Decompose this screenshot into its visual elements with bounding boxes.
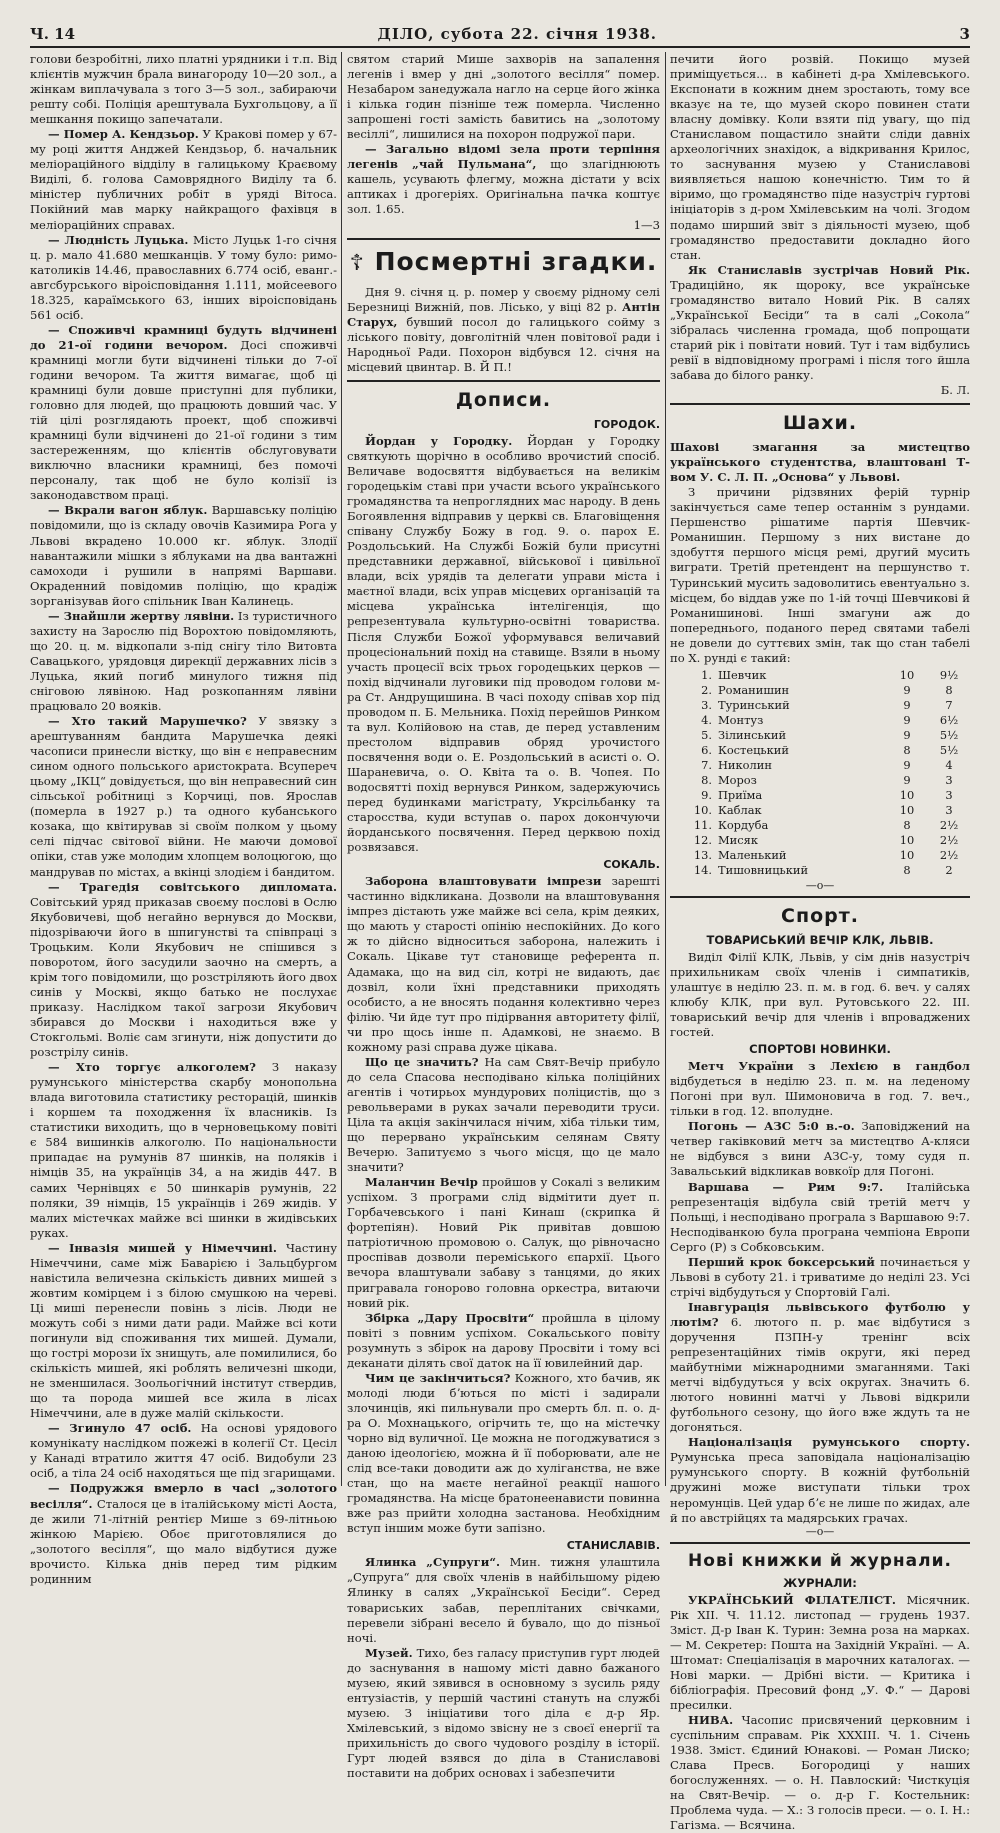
dopysy-heading: Дописи.	[455, 388, 552, 411]
chess-player-name: Шевчик	[718, 667, 767, 682]
news-item	[30, 1241, 337, 1422]
chess-points: 5½	[939, 727, 959, 742]
column-divider	[341, 52, 342, 1486]
chess-row	[670, 848, 970, 863]
chess-games: 9	[903, 682, 911, 697]
chess-player-name: Маленький	[718, 847, 787, 862]
chess-games: 9	[903, 727, 911, 742]
chess-row	[670, 728, 970, 743]
news-item	[30, 1481, 337, 1586]
chess-row	[670, 863, 970, 878]
chess-player-name: Тишовницький	[718, 862, 809, 877]
news-body: Частину Німеччини, саме між Баварією і Зальцбургом навістила величезна скількість дивних мишей з жовтим комірцем і з білою смушкою на череві. Ці миші перенесли повінь з лісів. Люди не можуть собі з ними дати ради. Майже всі коти погинули від споживання тих мишей. Думали, що гострі морози їх знищуть, але помилилися, бо скількість мишей, які роблять величезні шкоди, не зменшилася. Зоольогічний інститут ствердив, що та порода мишей все жила в лісах Німеччини, але в дуже малій скількости.	[30, 1240, 338, 1421]
article-text: голови безробітні, лихо платні урядники і т.п. Від клієнтів мужчин брала винагороду 10—20 зол., а жінкам виплачувала з того 3—5 зол., забираючи решту собі. Поліція арештувала Бухгольцову, а її мешкання покищо запечатали.	[30, 52, 337, 127]
chess-games: 9	[903, 697, 911, 712]
ad-reference: 1—3	[633, 217, 660, 232]
chess-standings-table	[670, 668, 970, 878]
chess-rank: 10.	[693, 802, 712, 817]
sport-news: Варшава — Рим 9:7. Італійська репрезентація відбула свій третій метч у Польщі, і несподівано програла з Варшавою 9:7. Несподіванкою була програна чемпіона Европи Серго (Р) з Собковським.	[670, 1179, 971, 1254]
ad-body: що злагіднюють кашель, усувають флегму, можна дістати у всіх аптиках і дрогеріях. Оригінальна пачка коштує зол. 1.65.	[347, 157, 660, 217]
report: Що це значить? На сам Свят-Вечір прибуло до села Спасова несподівано кілька поліційних агентів і чотирьох мундурових поліцистів, що з револьверами в руках зачали переводити труси. Ціла та акція закінчилася нічим, хіба тільки тим, що перервано українським селянам Святу Вечерю. Запитуємо з чього місця, що це мало значити?	[347, 1054, 660, 1175]
chess-points: 9½	[939, 667, 959, 682]
journal-entry: НИВА. Часопис присвячений церковним і суспільним справам. Рік ХХХІІІ. Ч. 1. Січень 1938. Зміст. Єдиний Юнакові. — Роман Лиско; Слава Пресв. Богородиці у наших богослуженнях. — о. Н. Павлоский: Чисткуція на Свят-Вечір. — о. д-р Г. Костельник: Проблема чуда. — Х.: З голосів преси. — о. І. Н.: Гагізма. — Всячина.	[670, 1713, 970, 1833]
chess-points: 3	[945, 802, 953, 817]
news-body: Сталося це в італійському місті Аоста, де жили 71-літній рентієр Мише з 69-літньою жінкою Марією. Обоє приготовлялися до „золотого весілля“, що мало відбутися дуже врочисто. Кілька днів перед тим рідким родинним	[30, 1496, 338, 1586]
chess-points: 8	[945, 682, 953, 697]
report: Музей. Тихо, без галасу приступив гурт людей до заснування в нашому місті давно бажаного музею, який зявився в основному з зусиль ряду ентузіастів, у першій частині стануть на службі музею. З ініціативи того діла є д-р Яр. Хмілевський, з відомо звісну не з своєї енергії та прихильність до свого чудового розділу в історії. Гурт людей взявся до діла в Станиславові поставити на добрих основах і забезпечити	[347, 1645, 660, 1781]
chess-rank: 14.	[693, 862, 712, 877]
chess-rank: 1.	[701, 667, 712, 682]
news-item	[30, 503, 337, 608]
journal-entry: УКРАЇНСЬКИЙ ФІЛАТЕЛІСТ. Місячник. Рік ХІІ. Ч. 11.12. листопад — грудень 1937. Зміст. Д-р Іван К. Турин: Земна роза на марках. — М. Секретер: Пошта на Західній Україні. — А. Штомат: Спеціалізація в марочних каталогах. — Нові марки. — Дрібні вісти. — Критика і бібліографія. Пресовий фонд „У. Ф.“ — Дарові пресилки.	[670, 1592, 970, 1712]
news-headline: — Хто торгує алкоголем?	[48, 1060, 256, 1075]
news-headline: — Помер А. Кендзьор.	[48, 127, 199, 142]
chess-points: 4	[945, 757, 953, 772]
chess-points: 7	[945, 697, 953, 712]
chess-row	[670, 833, 970, 848]
chess-player-name: Костецький	[718, 742, 789, 757]
news-body: У звязку з арештуванням бандита Марушечка деякі часописи принесли вістку, що він є неправесним сином одного польського аристократа. Всупереч цьому „ІКЦ“ довідується, що він неправесний син сільської робітниці з Корчиці, пов. Ярослав (померла в 1927 р.) та одного кубанського козака, що квітирував зі своїм полком у цьому селі підчас світової війни. Не маючи домової опіки, став уже молодим хлопцем волоцюгою, що мандрував по містах, а вкінці злодієм і бандитом.	[30, 714, 337, 879]
chess-games: 10	[899, 832, 915, 847]
sport-news: Перший крок боксерський починається у Львові в суботу 21. і триватиме до неділі 23. Усі стрічі відбудуться у Спортовій Галі.	[670, 1254, 970, 1299]
books-subheading: ЖУРНАЛИ:	[783, 1575, 857, 1590]
chess-points: 3	[945, 787, 953, 802]
chess-rank: 5.	[701, 727, 712, 742]
chess-rank: 9.	[701, 787, 712, 802]
report: Йордан у Городку. Йордан у Городку святкують щорічно в особливо врочистий спосіб. Величаве водосвяття відбувається на великім городецькім ставі при участи всього українського громадянства та непроглядних мас народу. В день Богоявлення відправив у церкві св. Благовіщення співану Службу Божу в год. 9. о. парох Е. Роздольський. На Службі Божій були присутні представники державної, військової і цивільної влади, всіх урядів та делегати управи міста і маєтної влади, всіх управ місцевих організацій та місцева українська інтелігенція, що репрезентувала культурно-освітні товариства. Після Служби Божої уформувався величавий процесіональний похід на ставище. Взяли в ньому участь процесії всіх трьох городецьких церков — похід відчинали луговики під проводом голови м-ра Ст. Андрущишина. В часі походу співав хор під проводом п. Б. Мельника. Похід перейшов Ринком та вул. Колійовою на став, де перед уставленим престолом відправив обряд урочистого посвячення води о. Е. Роздольський в асисті о. О. Шараневича, о. О. Квіта та о. В. Чопея. По водосвятті похід вернувся Ринком, задержуючись перед будинками магістрату, Укрсільбанку та старосства, куди вступав о. парох докончуючи йорданського посвячення. Перед церквою похід розвязався.	[347, 433, 661, 855]
chess-heading: Шахи.	[782, 412, 858, 435]
news-headline: — Трагедія совітського дипломата.	[48, 879, 337, 894]
chess-points: 2½	[939, 817, 959, 832]
report: печити його розвій. Покищо музей приміщується... в кабінеті д-ра Хмілевського. Експонати в кожним днем зростають, тому все вказує на те, що музей скоро повинен стати власну домівку. Коли взяти під увагу, що під Станиславом пощастило знайти сліди давніх археологічних знахідок, а відкривання Крилос, то заснування музею у Станиславові виявляється нашою конечністю. Тим то й віримо, що громадянство піде назустріч гуртові ініціаторів з д-ром Хмілевським на чолі. Згодом подамо ширший звіт з діяльності музею, щоб громадянство предоставити докладно його стан.	[670, 52, 970, 262]
news-item	[30, 714, 337, 880]
sport-news: Метч України з Лехією в гандбол відбудеться в неділю 23. п. м. на леденому Погоні при вул. Шимоновича в год. 7. веч., тільки в год. 12. вполудне.	[670, 1059, 970, 1119]
chess-games: 8	[903, 742, 911, 757]
chess-player-name: Кордуба	[718, 817, 769, 832]
column-2	[347, 52, 661, 1781]
chess-rank: 4.	[701, 712, 712, 727]
chess-row	[670, 743, 970, 758]
chess-row	[670, 788, 970, 803]
news-item	[30, 1421, 337, 1481]
report: Як Станиславів зустрічав Новий Рік. Традиційно, як щороку, все українське громадянство витало Новий Рік. В салях „Української Бесіди“ та в салі „Сокола“ зібралась численна громада, щоб попрощати старий рік і повітати новий. Тут і там відбулись ревії в відповідному програмі і після того йшла забава до білого ранку.	[670, 262, 970, 382]
chess-rank: 6.	[701, 742, 712, 757]
chess-player-name: Николин	[718, 757, 772, 772]
page-header	[30, 22, 970, 48]
chess-points: 6½	[939, 712, 959, 727]
chess-rank: 3.	[701, 697, 712, 712]
chess-points: 3	[945, 772, 953, 787]
news-item	[30, 323, 337, 504]
chess-player-name: Мисяк	[718, 832, 758, 847]
sport-subheading: ТОВАРИСЬКИЙ ВЕЧІР КЛК, ЛЬВІВ.	[706, 932, 934, 947]
news-body: Місто Луцьк 1-го січня ц. р. мало 41.680 мешканців. У тому було: римо-католиків 14.46, православних 6.774 осіб, еванг.-авгсбурського віроісповідання 1.111, мойсеевого 18.325, караїмського 63, інших віроісповідань 561 осіб.	[30, 232, 337, 322]
news-headline: — Знайшли жертву лявіни.	[48, 608, 235, 623]
chess-rank: 8.	[701, 772, 712, 787]
news-headline: — Інвазія мишей у Німеччині.	[48, 1240, 277, 1255]
chess-row	[670, 818, 970, 833]
chess-player-name: Мороз	[718, 772, 757, 787]
ornament-divider: —o—	[805, 1524, 835, 1538]
news-headline: — Людність Луцька.	[48, 232, 189, 247]
issue-number: Ч. 14	[30, 25, 76, 43]
books-heading: Нові книжки й журнали.	[688, 1550, 952, 1571]
chess-games: 8	[903, 817, 911, 832]
sport-news: Націоналізація румунського спорту. Румунська преса заповідала націоналізацію румунського спорту. В кожній футбольній дружині може виступати тільки трох неромунців. Цей удар бʼє не лише по жидах, але й по австрійцях та мадярських грачах.	[670, 1435, 970, 1525]
chess-row	[670, 803, 970, 818]
place-heading: ГОРОДОК.	[593, 417, 660, 431]
chess-player-name: Зілинський	[718, 727, 787, 742]
column-divider	[665, 52, 666, 1486]
chess-player-name: Каблак	[718, 802, 762, 817]
sport-news: Погонь — АЗС 5:0 в.-о. Заповіджений на четвер гаківковий метч за мистецтво А-кляси не відбувся з вини АЗС-у, тому судя п. Завальський відкликав вовкоїр для Погоні.	[670, 1119, 971, 1179]
chess-points: 2½	[939, 847, 959, 862]
news-item	[30, 1060, 337, 1241]
chess-body: З причини рідзвяних ферій турнір закінчується саме тепер останнім з рундами. Першенство рішатиме партія Шевчик-Романишин. Першому з них вистане до здобуття першого місця ремі, другий мусить виграти. Третій претендент на першунство т. Туринський мусить задоволитись евентуально з. місцем, бо віддав уже по 1-ій точці Шевчикові й Романишинові. Інші змагуни аж до попереднього, поданого перед святами табелі не довели до суттєвих змін, так що стан табелі по Х. рунді є такий:	[670, 485, 970, 665]
news-headline: — Подружжя вмерло в часі „золотого весілля“.	[30, 1481, 337, 1511]
news-headline: — Споживчі крамниці будуть відчинені до 21-ої години вечором.	[30, 322, 337, 352]
news-headline: — Хто такий Марушечко?	[48, 714, 247, 729]
chess-row	[670, 758, 970, 773]
chess-rank: 7.	[701, 757, 712, 772]
divider	[670, 1542, 970, 1544]
report: Збірка „Дару Просвіти“ пройшла в цілому повіті з повним успіхом. Сокальського повіту розумнуть з збірок на дарову Просвіти і тому всі деканати ділять свої даток на її ювилейний дар.	[347, 1310, 660, 1370]
report: Чим це закінчиться? Кожного, хто бачив, як молоді люди бʼються по місті і задирали злочинців, які пильнували про смерть бл. п. о. д-ра О. Мохнацького, огірчить те, що на містечку чорно від вуличної. Це можна не погоджуватися з даною ідеологією, можна й її поборювати, але не слід все-таки доводити аж до хуліганства, не вже стан, що на маєте негайної реакції нашого громадянства. На місце братонеенависти повинна вже раз прийти холодна застанова. Необхідним вступ іншим може бути запізно.	[347, 1370, 661, 1536]
news-item	[30, 609, 337, 714]
column-1	[30, 52, 338, 1586]
chess-player-name: Романишин	[718, 682, 790, 697]
chess-games: 10	[899, 667, 915, 682]
divider	[670, 896, 970, 898]
chess-row	[670, 773, 970, 788]
divider	[670, 403, 970, 405]
chess-row	[670, 713, 970, 728]
chess-rank: 13.	[693, 847, 712, 862]
divider	[347, 380, 660, 382]
chess-games: 10	[899, 802, 915, 817]
chess-row	[670, 698, 970, 713]
article-text: святом старий Мише захворів на запалення легенів і вмер у дні „золотого весілля“ помер. Незабаром занедужала нагло на серце його жінка і кілька годин пізніше теж померла. Численно запрошені гості замість бавитись на „золотому весіллі“, лишилися на похорон подружої пари.	[347, 52, 660, 142]
chess-games: 9	[903, 757, 911, 772]
sport-heading: Спорт.	[781, 904, 859, 927]
chess-games: 10	[899, 787, 915, 802]
news-item	[30, 233, 337, 323]
news-item	[30, 127, 337, 232]
masthead-title: ДІЛО, субота 22. січня 1938.	[377, 25, 658, 43]
chess-row	[670, 683, 970, 698]
chess-points: 2½	[939, 832, 959, 847]
report: Ялинка „Супруги“. Мин. тижня улаштила „Супруга“ для своїх членів в найбільшому рідею Ялинку в салях „Української Бесіди“. Серед товариських забав, переплітаних свічками, перевели зібрані весело й бувало, що до пізньої ночі.	[347, 1555, 660, 1645]
chess-row	[670, 668, 970, 683]
chess-rank: 12.	[693, 832, 712, 847]
chess-games: 10	[899, 847, 915, 862]
chess-games: 9	[903, 772, 911, 787]
divider	[347, 238, 660, 240]
news-body: У Кракові помер у 67-му році життя Анджей Кендзьор, б. начальник меліораційного відділу в галицькому Краєвому Виділі, б. голова Самоврядного Виділу та б. міністер публичних робіт в уряді Вітоса. Покійний мав марку найкращого фахівця в меліораційних справах.	[30, 127, 337, 232]
news-body: Варшавську поліцію повідомили, що із складу овочів Казимира Рога у Львові вкрадено 10.000 кг. яблук. Злодії навантажили мішки з яблуками на два вантажні самоходи і рушили в напрямі Варшави. Окраденний повідомив поліцію, що крадіж зорганізував його спільник Іван Калинець.	[30, 503, 338, 608]
obituaries-heading: ☦ Посмертні згадки.	[349, 246, 658, 276]
sport-news: Інавгурація львівського футболю у лютім? 6. лютого п. р. має відбутися з доручення ПЗПН-у тренінг всіх репрезентаційних тімів округи, які перед майбутніми міжнародними змаганнями. Такі метчі відбудуться у всіх округах. Значить 6. лютого новинні матчі у Львові відкрили футбольного сезону, що його вже ждуть та не догоняться.	[670, 1299, 970, 1435]
news-headline: — Згинуло 47 осіб.	[48, 1421, 192, 1436]
chess-games: 9	[903, 712, 911, 727]
sport-text: Виділ Філії КЛК, Львів, у сім днів назустріч прихильникам своїх членів і симпатиків, улаштує в неділю 23. п. м. в год. 6. веч. у салях клюбу КЛК, при вул. Рутовського 22. ІІІ. товариський вечір для членів і впроваджених гостей.	[670, 949, 970, 1040]
news-body: На основі урядового комунікату наслідком пожежі в колегії Ст. Цесіл у Канаді втратило життя 47 осіб. Видобули 23 осіб, а тіла 24 осіб находяться ще під згарищами.	[30, 1421, 338, 1481]
advertisement	[347, 142, 660, 217]
chess-player-name: Монтуз	[718, 712, 764, 727]
place-heading: СТАНИСЛАВІВ.	[566, 1539, 660, 1553]
report: Заборона влаштовувати імпрези зарешті частинно відкликана. Дозволи на влаштовування імпрез дістають уже майже всі села, крім деяких, що мають у старості опінію неспокійних. До кого ж то дійсно відноситься заборона, належить і Сокаль. Цікаве тут становище референта п. Адамака, що на вид сіл, котрі не видають, дає дозвіл, коли їхні представники приходять особисто, а не вносять подання колективно через філію. Чи йде тут про підірвання авторитету філії, чи про щось інше п. Адамкові, не знаємо. В кожному разі справа дуже цікава.	[347, 874, 661, 1054]
chess-player-name: Приїма	[718, 787, 763, 802]
news-body: З наказу румунського міністерства скарбу монопольна влада виготовила статистику ресторацій, шинків і коршем та походження їх власників. Із статистики виходить, що в черновецькому повіті є 584 вишинків алкоголю. По національности припадає на румунів 87 шинків, на поляків і німців 35, на українців 34, а на жидів 447. В самих Чернівцях є 50 шинкарів румунів, 22 поляки, 39 німців, 15 українців і 269 жидів. У малих містечках майже всі шинки в жидівських руках.	[30, 1060, 337, 1240]
column-3	[670, 52, 971, 1833]
chess-rank: 11.	[693, 817, 712, 832]
obituary: Дня 9. січня ц. р. помер у своєму рідному селі Березниці Вижній, пов. Лісько, у віці 82 р. Антін Старух, бувший посол до галицького сойму з ліського повіту, довголітній член повітової ради і Народньої Ради. Похорон відбувся 12. січня на місцевий цвинтар. В. Й П.!	[347, 284, 661, 374]
author-signature: Б. Л.	[940, 383, 970, 398]
news-body: Із туристичного захисту на Зарослю під Ворохтою повідомляють, що 20. ц. м. відкопали з-під снігу тіло Витовта Савацького, урядовця дирекції державних лісів з Луцька, який погиб минулого тижня під сніговою лявіною. Над розкопанням лявіни працювало 20 вояків.	[30, 608, 337, 714]
page-number: 3	[959, 25, 970, 43]
place-heading: СОКАЛЬ.	[603, 858, 660, 872]
chess-lead: Шахові змагання за мистецтво українського студентства, влаштовані Т-вом У. С. Л. П. „Основа“ у Львові.	[670, 440, 970, 485]
obituary-name: Антін Старух,	[347, 299, 661, 329]
chess-games: 8	[903, 862, 911, 877]
news-body: Совітський уряд приказав своєму послові в Ослю Якубовичеві, щоб негайно вернувся до Москви, підозріваючи його в шпигунстві та співпраці з Троцьким. Коли Якубович не спішився з поворотом, його засудили заочно на смерть, а крім того повідомили, що розстріляють його двох синів у Москві, якщо батько не послухає приказу. Наслідком такої загрози Якубович збирався до Москви і находиться вже у Стокгольмі. Воліє сам згинути, ніж допустити до розстрілу синів.	[30, 894, 337, 1060]
sport-subheading: СПОРТОВІ НОВИНКИ.	[749, 1042, 891, 1057]
cross-icon: ☦	[349, 250, 365, 276]
news-headline: — Вкрали вагон яблук.	[48, 503, 208, 518]
chess-points: 5½	[939, 742, 959, 757]
report: Маланчин Вечір пройшов у Сокалі з великим успіхом. З програми слід відмітити дует п. Горбачевського і пані Кинаш (скрипка й фортепіян). Новий Рік привітав довшою патріотичною промовою о. Салук, що рівночасно проспівав дозволи переміського єпархії. Цього вечора влаштували забаву з танцями, до яких пригравала гонорово головна оркестра, витаючи новий рік.	[347, 1175, 660, 1310]
chess-points: 2	[945, 862, 953, 877]
ornament-divider: —o—	[805, 878, 835, 892]
ad-headline: — Загально відомі зела проти терпіння легенів „чай Пульмана“,	[347, 142, 660, 172]
news-body: Досі споживчі крамниці могли бути відчинені тільки до 7-ої години вечором. Та життя вимагає, щоб ці крамниці були довше приступні для публики, головно для людей, що працюють довший час. У тій цілі розглядають проект, щоб споживчі крамниці були відчинені до 21-ої години з тим застереженням, що клієнтів обслуговувати виключно власники крамниці, без помочі персоналу, так щоб не було колізії із законодавством праці.	[30, 337, 338, 503]
chess-player-name: Туринський	[718, 697, 790, 712]
news-item	[30, 880, 337, 1061]
chess-rank: 2.	[701, 682, 712, 697]
